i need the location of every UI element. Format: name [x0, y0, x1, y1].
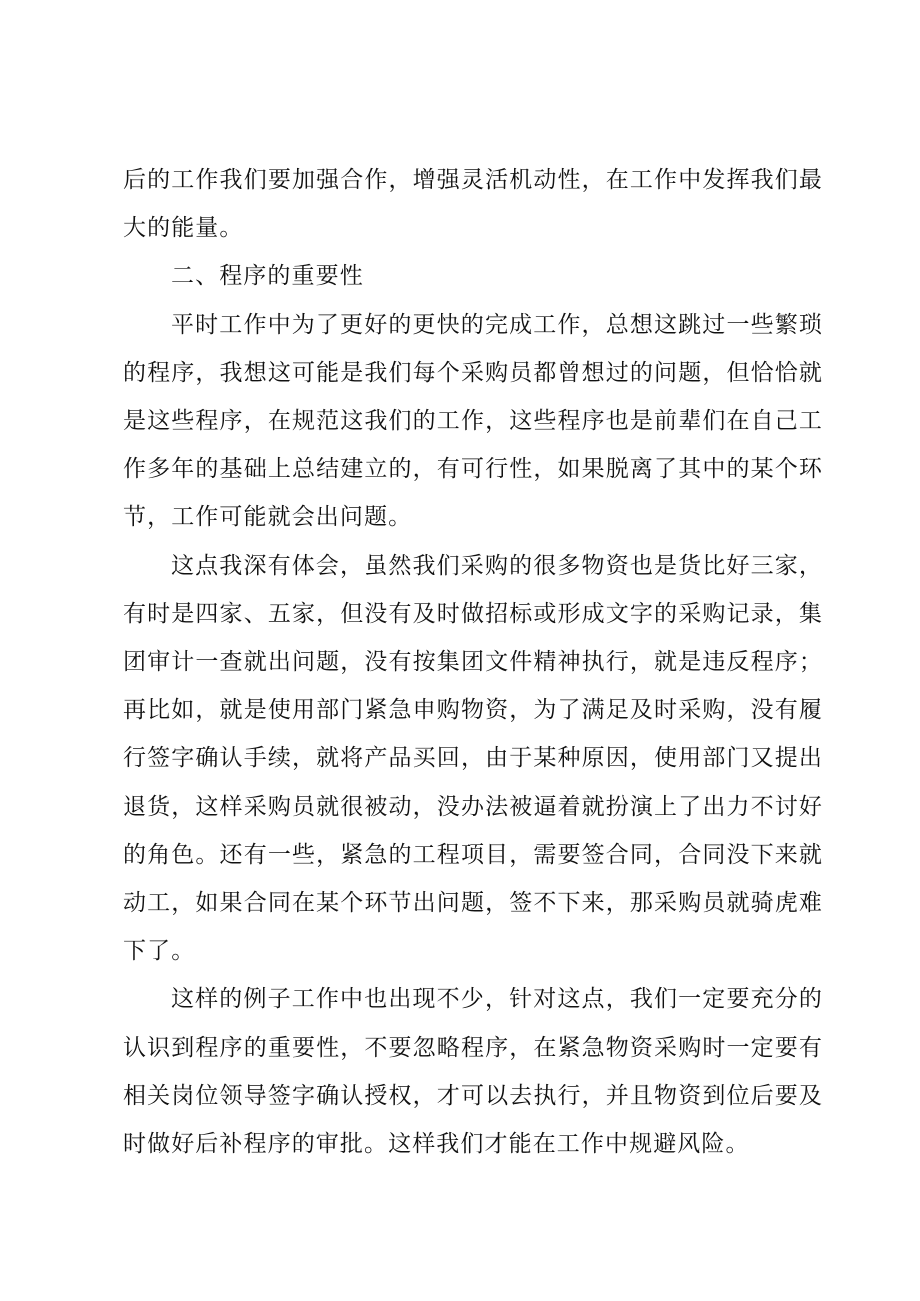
- paragraph-procedure-skipping: 平时工作中为了更好的更快的完成工作，总想这跳过一些繁琐的程序，我想这可能是我们每个采购员都曾想过的问题，但恰恰就是这些程序，在规范这我们的工作，这些程序也是前辈们在自己工作多年的基础上总结建立的，有可行性，如果脱离了其中的某个环节，工作可能就会出问题。: [123, 311, 823, 531]
- document-body: [123, 156, 823, 1168]
- paragraph-continuation: 后的工作我们要加强合作，增强灵活机动性，在工作中发挥我们最大的能量。: [123, 167, 823, 242]
- section-heading: 二、程序的重要性: [171, 263, 364, 290]
- paragraph-personal-experience: 这点我深有体会，虽然我们采购的很多物资也是货比好三家，有时是四家、五家，但没有及时做招标或形成文字的采购记录，集团审计一查就出问题，没有按集团文件精神执行，就是违反程序；再比如，就是使用部门紧急申购物资，为了满足及时采购，没有履行签字确认手续，就将产品买回，由于某种原因，使用部门又提出退货，这样采购员就很被动，没办法被逼着就扮演上了出力不讨好的角色。还有一些，紧急的工程项目，需要签合同，合同没下来就动工，如果合同在某个环节出问题，签不下来，那采购员就骑虎难下了。: [123, 552, 823, 965]
- paragraph-conclusion: 这样的例子工作中也出现不少，针对这点，我们一定要充分的认识到程序的重要性，不要忽略程序，在紧急物资采购时一定要有相关岗位领导签字确认授权，才可以去执行，并且物资到位后要及时做好后补程序的审批。这样我们才能在工作中规避风险。: [123, 986, 823, 1158]
